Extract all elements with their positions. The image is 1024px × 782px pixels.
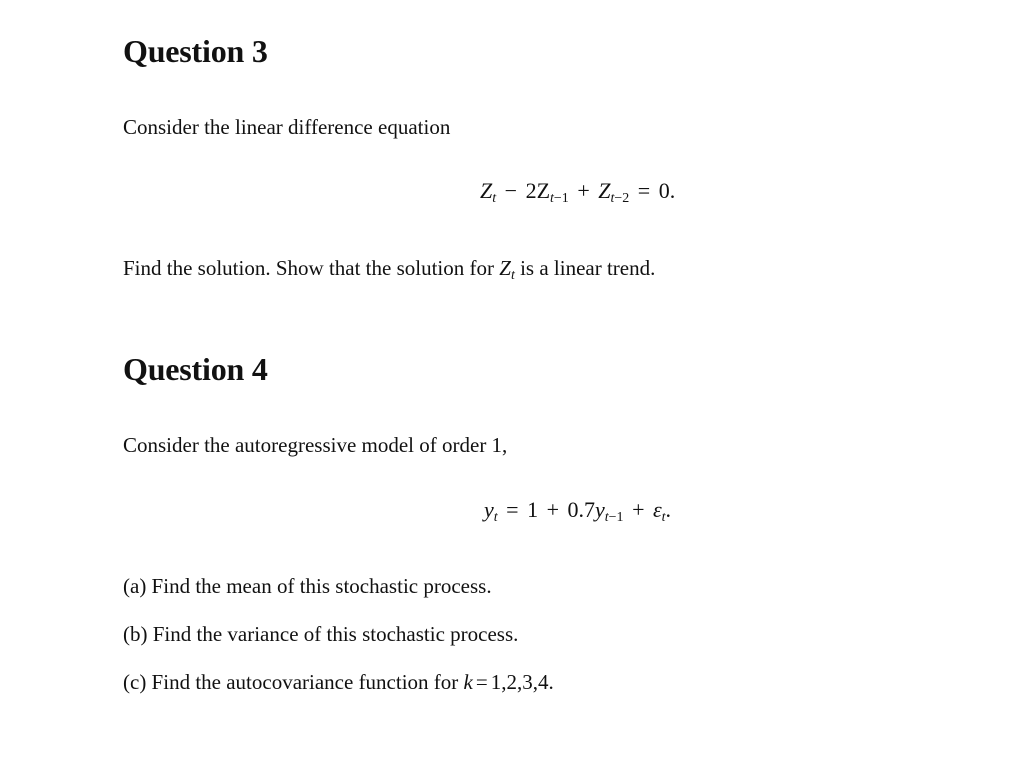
eq-operator: +	[546, 497, 559, 522]
eq-term: Z	[598, 178, 611, 203]
question-3-intro: Consider the linear difference equation	[123, 115, 451, 139]
eq-subscript: t	[493, 510, 498, 525]
question-4-equation	[484, 497, 671, 523]
eq-subscript: t	[610, 191, 615, 206]
part-c-equals: =	[475, 670, 488, 694]
question-3-equation	[480, 178, 675, 204]
eq-subscript: t	[604, 510, 609, 525]
eq-equals: =	[637, 178, 651, 203]
task-text: Find the solution. Show that the solution for	[123, 256, 500, 280]
part-c-text: (c) Find the autocovariance function for	[123, 670, 464, 694]
eq-operator: +	[632, 497, 645, 522]
eq-equals: =	[506, 497, 519, 522]
eq-constant: 1	[527, 497, 539, 522]
question-3-task	[123, 256, 656, 283]
eq-subscript: t	[492, 191, 497, 206]
eq-subscript: −2	[614, 191, 630, 206]
task-variable: Z	[499, 256, 511, 280]
question-4-part-b: (b) Find the variance of this stochastic process.	[123, 622, 519, 646]
part-c-values: 1,2,3,4.	[490, 670, 554, 694]
eq-subscript: −1	[608, 510, 624, 525]
question-4-heading: Question 4	[123, 351, 268, 387]
task-text: is a linear trend.	[514, 256, 656, 280]
eq-rhs: 0.	[658, 178, 676, 203]
question-4-intro: Consider the autoregressive model of order 1,	[123, 433, 508, 457]
eq-subscript: −1	[553, 191, 569, 206]
task-variable-subscript: t	[510, 268, 515, 283]
question-3-heading: Question 3	[123, 33, 268, 69]
question-4-part-a: (a) Find the mean of this stochastic process.	[123, 574, 492, 598]
eq-term: y	[484, 497, 494, 522]
eq-period: .	[665, 497, 672, 522]
question-4-part-c	[123, 670, 554, 694]
eq-term: 2Z	[525, 178, 551, 203]
eq-coefficient: 0.7	[567, 497, 595, 522]
eq-term: y	[595, 497, 605, 522]
part-c-variable: k	[463, 670, 473, 694]
eq-term: Z	[480, 178, 493, 203]
eq-operator: −	[504, 178, 518, 203]
eq-term: ε	[652, 497, 662, 522]
eq-subscript: t	[661, 510, 666, 525]
eq-operator: +	[577, 178, 590, 203]
eq-subscript: t	[550, 191, 554, 206]
